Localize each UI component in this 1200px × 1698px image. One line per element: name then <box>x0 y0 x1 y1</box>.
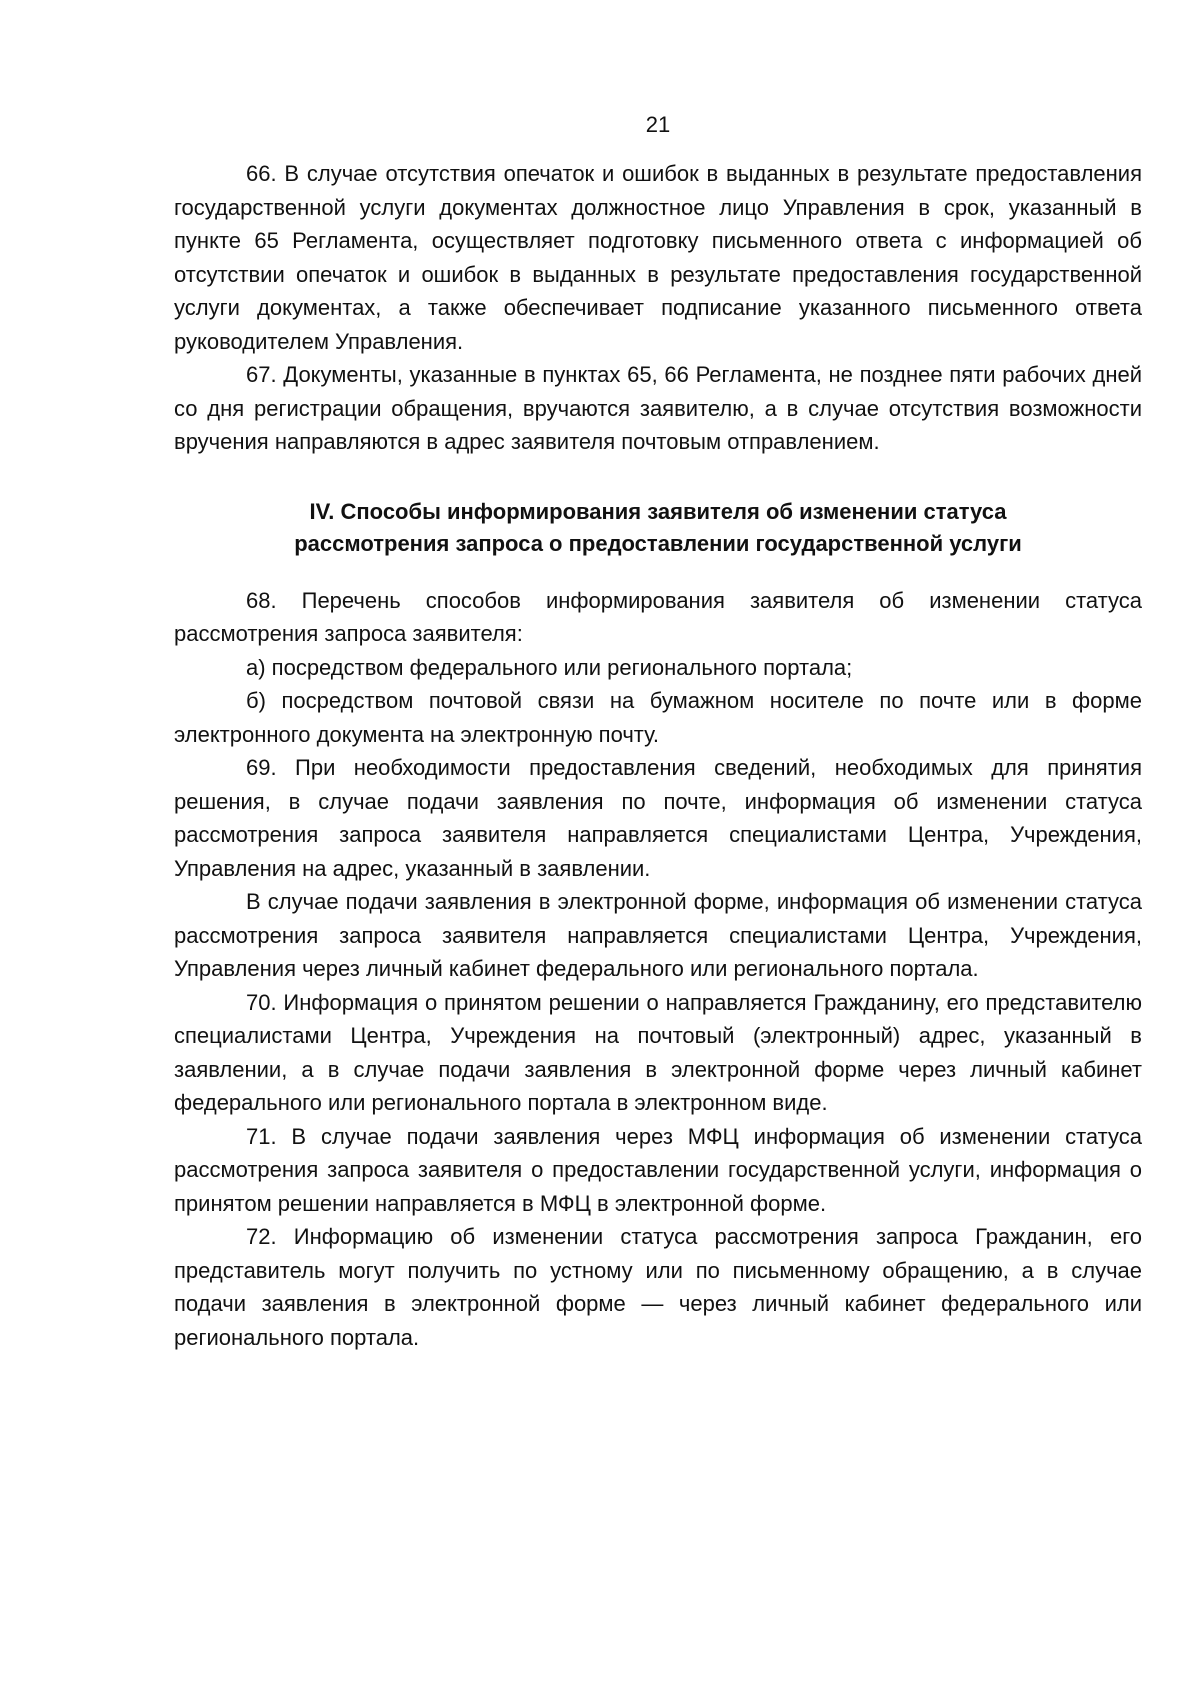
document-body <box>174 157 1142 1354</box>
paragraph-68: 68. Перечень способов информирования заявителя об изменении статуса рассмотрения запроса заявителя: <box>174 587 1142 646</box>
section-heading <box>174 496 1142 560</box>
list-item-a: а) посредством федерального или регионального портала; <box>246 654 853 680</box>
paragraph-66: 66. В случае отсутствия опечаток и ошибок в выданных в результате предоставления государственной услуги документах должностное лицо Управления в срок, указанный в пункте 65 Регламента, осуществляет подготовку письменного ответа с информацией об отсутствии опечаток и ошибок в выданных в результате предоставления государственной услуги документах, а также обеспечивает подписание указанного письменного ответа руководителем Управления. <box>174 161 1142 354</box>
list-item-b: б) посредством почтовой связи на бумажном носителе по почте или в форме электронного документа на электронную почту. <box>174 688 1142 747</box>
section-heading-line-2: рассмотрения запроса о предоставлении государственной услуги <box>294 530 1022 556</box>
paragraph-71: 71. В случае подачи заявления через МФЦ информация об изменении статуса рассмотрения запроса заявителя о предоставлении государственной услуги, информация о принятом решении направляется в МФЦ в электронной форме. <box>174 1123 1142 1216</box>
section-heading-line-1: IV. Способы информирования заявителя об изменении статуса <box>309 498 1007 524</box>
page-number: 21 <box>645 112 671 137</box>
paragraph-72: 72. Информацию об изменении статуса рассмотрения запроса Гражданин, его представитель могут получить по устному или по письменному обращению, а в случае подачи заявления в электронной форме — через личный кабинет федерального или регионального портала. <box>174 1224 1142 1350</box>
paragraph-69: 69. При необходимости предоставления сведений, необходимых для принятия решения, в случае подачи заявления по почте, информация об изменении статуса рассмотрения запроса заявителя направляется специалистами Центра, Учреждения, Управления на адрес, указанный в заявлении. <box>174 755 1142 881</box>
paragraph-70: 70. Информация о принятом решении о направляется Гражданину, его представителю специалистами Центра, Учреждения на почтовый (электронный) адрес, указанный в заявлении, а в случае подачи заявления в электронной форме через личный кабинет федерального или регионального портала в электронном виде. <box>174 989 1142 1115</box>
paragraph-69-electronic: В случае подачи заявления в электронной форме, информация об изменении статуса рассмотрения запроса заявителя направляется специалистами Центра, Учреждения, Управления через личный кабинет федерального или регионального портала. <box>174 889 1142 981</box>
paragraph-67: 67. Документы, указанные в пунктах 65, 66 Регламента, не позднее пяти рабочих дней со дня регистрации обращения, вручаются заявителю, а в случае отсутствия возможности вручения направляются в адрес заявителя почтовым отправлением. <box>174 362 1142 454</box>
